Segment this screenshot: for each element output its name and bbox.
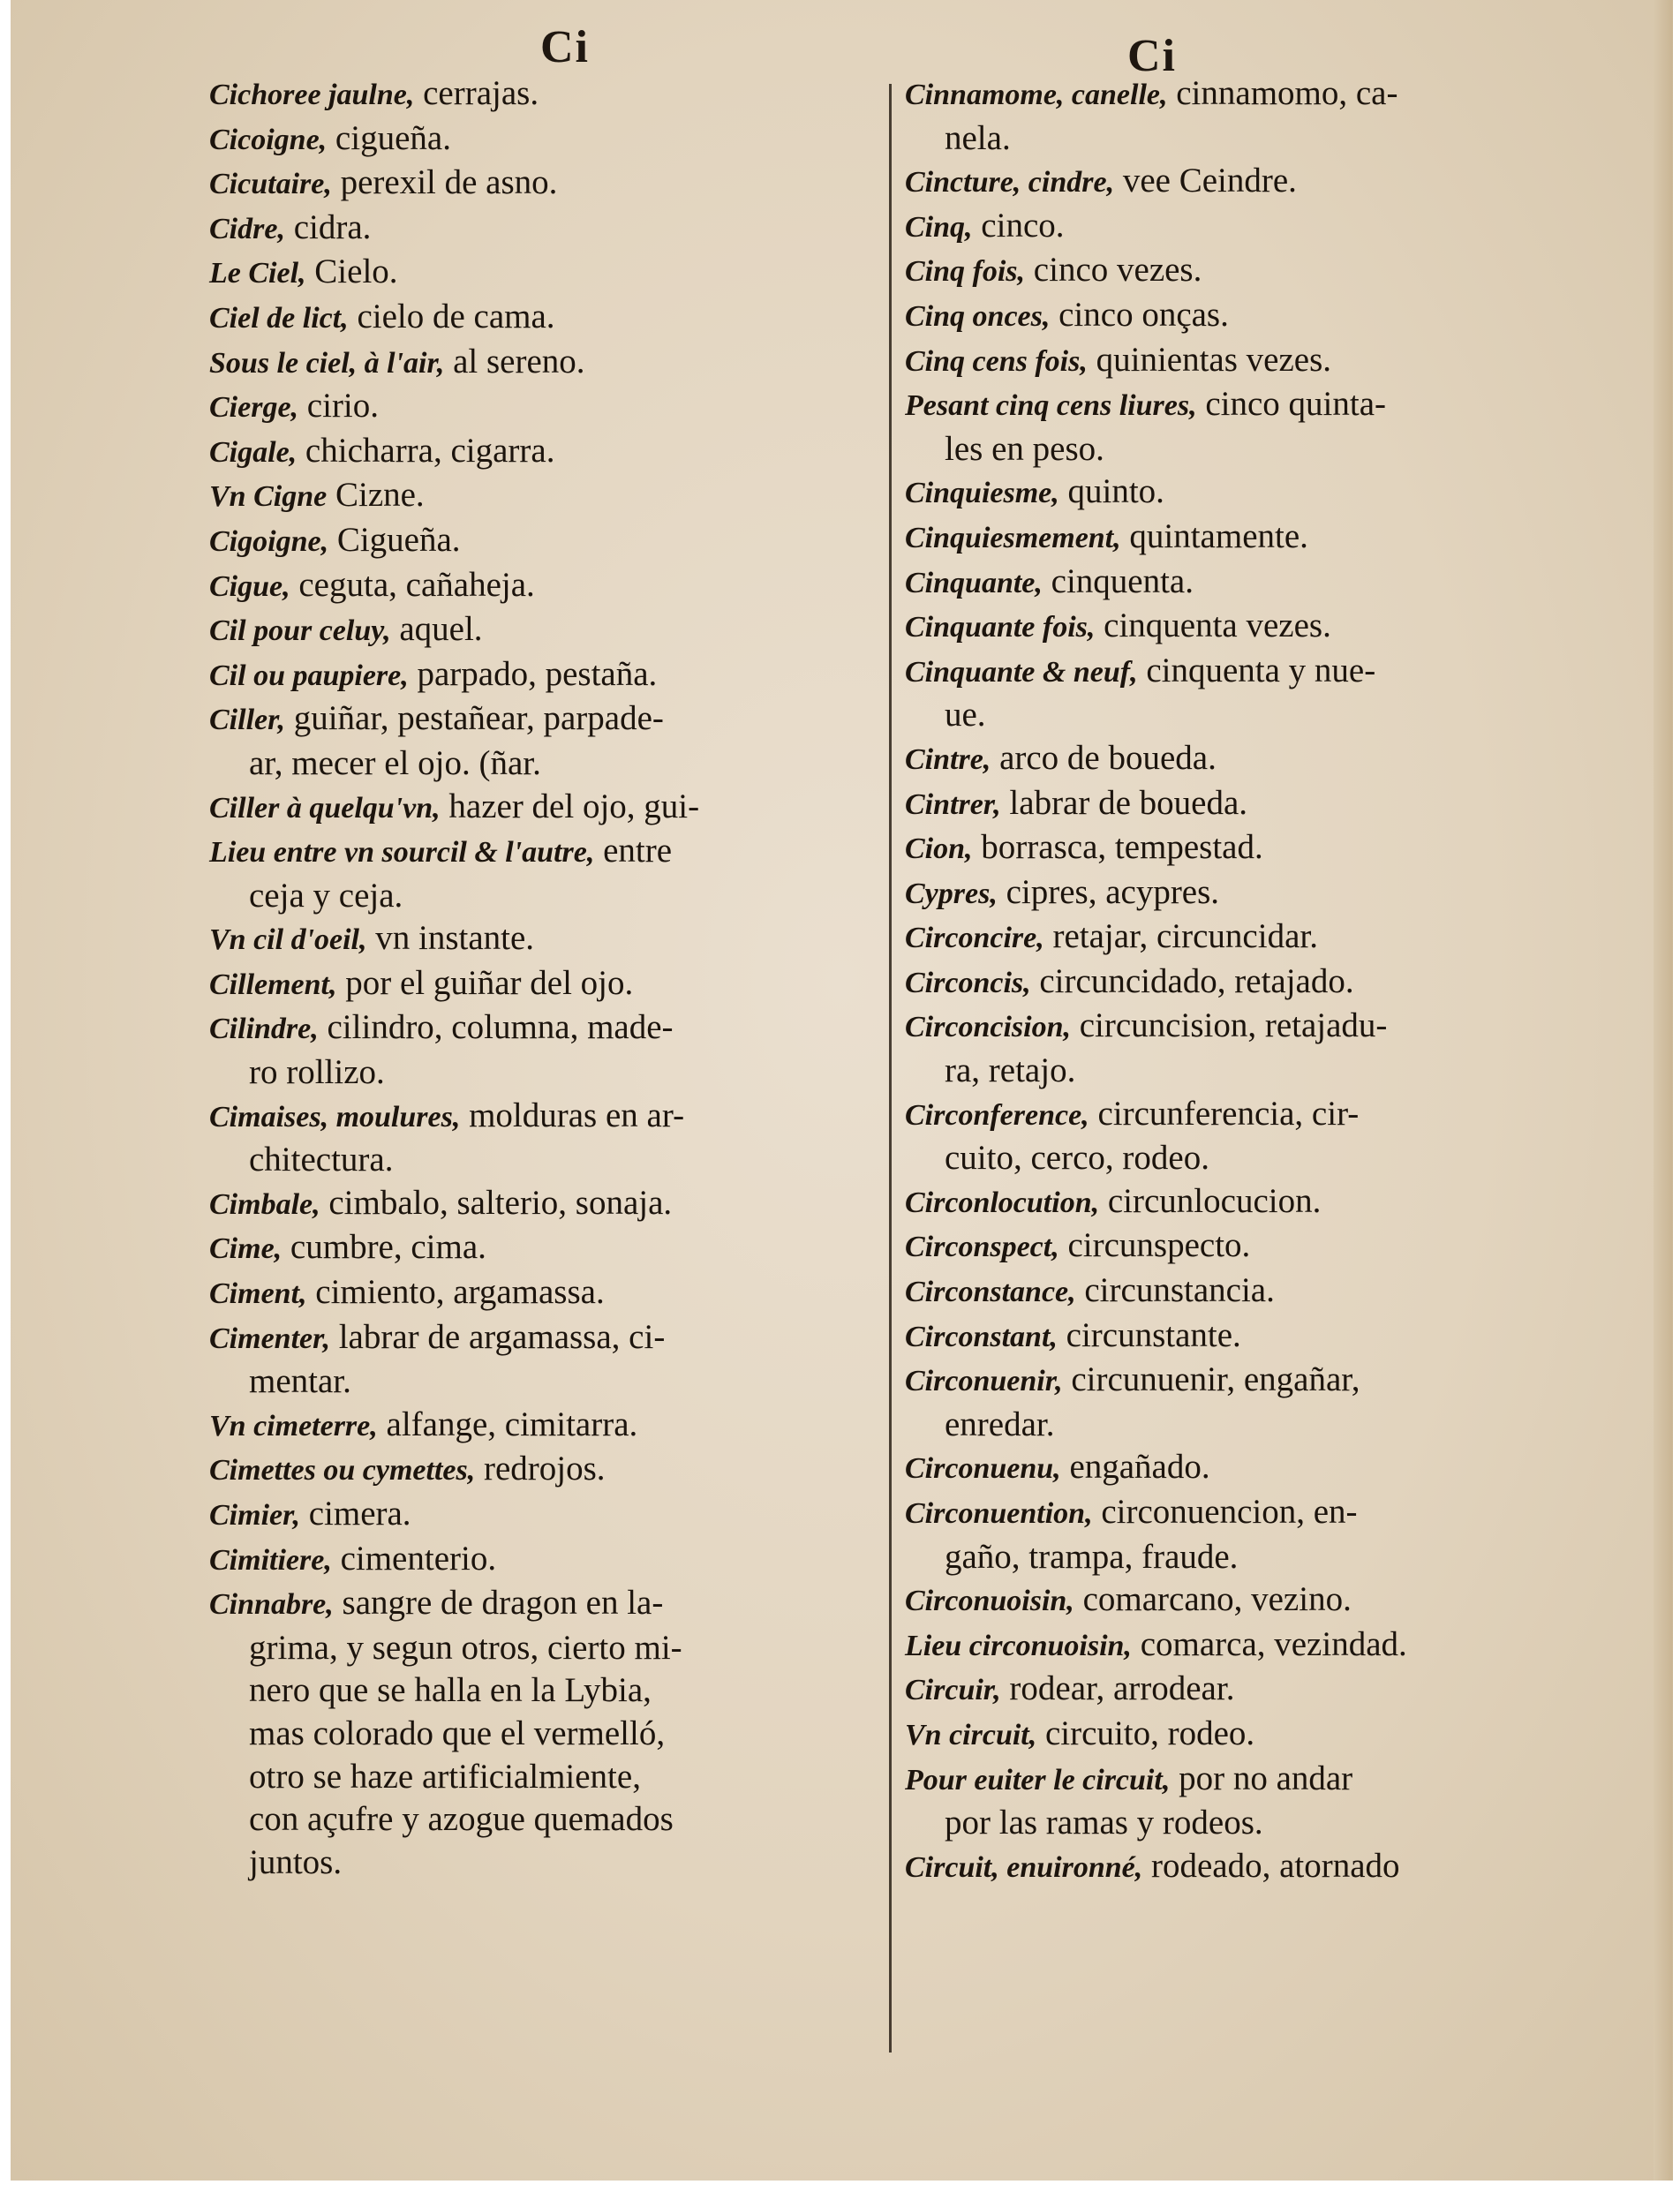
headword: Cillement, (209, 968, 337, 1001)
gloss: por el guiñar del ojo. (336, 963, 634, 1002)
dictionary-entry (889, 1404, 1560, 1447)
dictionary-entry (209, 296, 889, 341)
gloss: cimenterio. (331, 1539, 497, 1578)
gloss: quintamente. (1120, 516, 1308, 555)
dictionary-entry (209, 474, 889, 519)
gloss-continuation: les en peso. (945, 429, 1104, 468)
dictionary-entry (209, 1316, 889, 1361)
dictionary-entry (889, 160, 1560, 205)
headword: Cil ou paupiere, (209, 659, 409, 692)
dictionary-entry (209, 1538, 889, 1583)
gloss-continuation: ue. (945, 696, 986, 734)
dictionary-entry (889, 1446, 1560, 1491)
headword: Vn Cigne (209, 480, 328, 514)
dictionary-entry (209, 251, 889, 296)
headword: Ciment, (209, 1277, 307, 1311)
headword: Cincture, cindre, (905, 166, 1115, 200)
gloss: chicharra, cigarra. (297, 431, 555, 470)
dictionary-entry (209, 1404, 889, 1449)
headword: Cintrer, (905, 787, 1001, 821)
gloss: cinco quinta- (1196, 385, 1387, 424)
headword: Cimbale, (209, 1187, 320, 1221)
dictionary-entry (209, 962, 889, 1007)
dictionary-entry (889, 1269, 1560, 1314)
dictionary-entry (889, 1578, 1560, 1623)
dictionary-entry (889, 294, 1560, 339)
headword: Circonuenu, (905, 1452, 1061, 1486)
gloss: cerrajas. (414, 74, 539, 112)
headword: Pour euiter le circuit, (905, 1763, 1171, 1796)
gloss: circuncidado, retajado. (1030, 961, 1354, 1000)
gloss: ceguta, cañaheja. (290, 565, 535, 604)
dictionary-entry (889, 782, 1560, 827)
headword: Circonuoisin, (905, 1585, 1074, 1618)
gloss: redrojos. (475, 1450, 606, 1488)
headword: Cicoigne, (209, 123, 328, 156)
headword: Cinquante, (905, 566, 1043, 599)
dictionary-entry (889, 1491, 1560, 1536)
dictionary-entry (209, 385, 889, 430)
gloss-continuation: ar, mecer el ojo. (ñar. (249, 743, 541, 782)
dictionary-entry (889, 826, 1560, 871)
dictionary-entry (209, 207, 889, 252)
gloss: entre (594, 832, 673, 870)
dictionary-entry (209, 1669, 889, 1713)
dictionary-entry (889, 1359, 1560, 1404)
gloss: perexil de asno. (331, 163, 558, 202)
gloss: cinco onças. (1050, 295, 1229, 334)
dictionary-entry (889, 249, 1560, 294)
headword: Cypres, (905, 877, 998, 910)
dictionary-entry (889, 1050, 1560, 1093)
gloss-continuation: ceja y ceja. (249, 876, 403, 915)
gloss: Cizne. (327, 476, 425, 515)
gloss: cinquenta. (1042, 561, 1194, 600)
gloss-continuation: enredar. (945, 1405, 1055, 1443)
gloss: cimbalo, salterio, sonaja. (320, 1183, 673, 1222)
dictionary-entry (889, 650, 1560, 695)
gloss: quinto. (1058, 472, 1164, 511)
headword: Circonuention, (905, 1497, 1093, 1530)
headword: Le Ciel, (209, 257, 306, 290)
headword: Circonlocution, (905, 1186, 1100, 1219)
left-column (209, 72, 889, 1884)
gloss: cinco. (972, 206, 1065, 245)
dictionary-entry (209, 653, 889, 698)
right-column (889, 72, 1560, 1889)
headword: Cimaises, moulures, (209, 1100, 461, 1134)
dictionary-entry (209, 1713, 889, 1756)
gloss-continuation: nero que se halla en la Lybia, (249, 1671, 652, 1710)
dictionary-entry (209, 1842, 889, 1885)
gloss: rodeado, atornado (1142, 1846, 1400, 1885)
dictionary-entry (209, 1448, 889, 1493)
dictionary-entry (889, 1224, 1560, 1269)
dictionary-entry (889, 561, 1560, 606)
dictionary-entry (889, 1180, 1560, 1225)
gloss: circunlocucion. (1099, 1181, 1322, 1220)
gloss: al sereno. (444, 342, 585, 380)
headword: Cigale, (209, 435, 298, 469)
gloss: cielo de cama. (348, 297, 555, 335)
gloss: engañado. (1060, 1448, 1210, 1487)
dictionary-entry (209, 875, 889, 918)
gloss-continuation: mas colorado que el vermelló, (249, 1714, 666, 1752)
gloss-continuation: grima, y segun otros, cierto mi- (249, 1628, 682, 1667)
dictionary-entry (209, 1182, 889, 1227)
headword: Circoncision, (905, 1011, 1071, 1044)
dictionary-entry (889, 205, 1560, 250)
dictionary-entry (209, 564, 889, 609)
dictionary-entry (889, 1802, 1560, 1845)
dictionary-entry (209, 742, 889, 786)
gloss-continuation: ro rollizo. (249, 1053, 385, 1092)
dictionary-entry (209, 1006, 889, 1051)
headword: Ciller à quelqu'vn, (209, 791, 441, 825)
headword: Cinq, (905, 210, 973, 244)
headword: Cidre, (209, 212, 285, 245)
gloss: Cielo. (305, 252, 398, 291)
gloss-continuation: ra, retajo. (945, 1051, 1076, 1090)
gloss: circunuenir, engañar, (1062, 1360, 1360, 1399)
headword: Circoncis, (905, 966, 1031, 999)
headword: Cigoigne, (209, 524, 329, 558)
dictionary-entry (889, 1137, 1560, 1180)
headword: Cinquante fois, (905, 611, 1096, 644)
dictionary-entry (209, 430, 889, 475)
headword: Cil pour celuy, (209, 614, 391, 648)
dictionary-entry (889, 1713, 1560, 1758)
right-running-header: Ci (1127, 31, 1177, 81)
dictionary-entry (209, 72, 889, 117)
gloss: cirio. (298, 387, 380, 426)
dictionary-entry (209, 1271, 889, 1316)
dictionary-entry (209, 162, 889, 207)
headword: Circuit, enuironné, (905, 1850, 1143, 1884)
gloss-continuation: por las ramas y rodeos. (945, 1804, 1263, 1842)
gloss: borrasca, tempestad. (972, 828, 1263, 867)
dictionary-entry (889, 428, 1560, 471)
headword: Vn cimeterre, (209, 1409, 378, 1442)
dictionary-entry (209, 1226, 889, 1271)
gloss: circuncision, retajadu- (1070, 1006, 1388, 1045)
gloss-continuation: nela. (945, 118, 1011, 157)
gloss: circunferencia, cir- (1089, 1094, 1360, 1133)
gloss: cumbre, cima. (282, 1228, 486, 1267)
gloss: circunstante. (1057, 1315, 1241, 1354)
gloss: sangre de dragon en la- (333, 1584, 664, 1623)
gloss: circunspecto. (1058, 1226, 1251, 1265)
gloss: cigueña. (327, 118, 451, 157)
gloss: molduras en ar- (460, 1096, 685, 1134)
headword: Circonference, (905, 1098, 1089, 1132)
dictionary-entry (209, 1582, 889, 1627)
headword: Cierge, (209, 391, 299, 425)
dictionary-entry (209, 1051, 889, 1095)
headword: Circonuenir, (905, 1365, 1063, 1398)
gloss: rodear, arrodear. (1000, 1669, 1235, 1708)
gloss: cipres, acypres. (997, 872, 1220, 911)
gloss: comarcano, vezino. (1074, 1580, 1352, 1619)
dictionary-entry (889, 915, 1560, 960)
gloss: alfange, cimitarra. (377, 1405, 638, 1443)
dictionary-entry (209, 1139, 889, 1182)
dictionary-entry (209, 917, 889, 962)
gloss: cinquenta y nue- (1137, 651, 1376, 689)
dictionary-entry (209, 1756, 889, 1799)
dictionary-entry (209, 1360, 889, 1404)
headword: Cion, (905, 832, 973, 866)
gloss: por no andar (1170, 1759, 1353, 1797)
dictionary-entry (889, 1623, 1560, 1668)
headword: Cichoree jaulne, (209, 79, 415, 111)
dictionary-entry (209, 786, 889, 831)
gloss-continuation: gaño, trampa, fraude. (945, 1537, 1239, 1576)
headword: Lieu entre vn sourcil & l'autre, (209, 836, 595, 870)
headword: Cimier, (209, 1499, 300, 1532)
gloss: guiñar, pestañear, parpade- (284, 699, 664, 738)
headword: Cimettes ou cymettes, (209, 1454, 476, 1488)
headword: Sous le ciel, à l'air, (209, 346, 445, 380)
dictionary-entry (209, 1627, 889, 1670)
headword: Cinq cens fois, (905, 344, 1088, 378)
headword: Circoncire, (905, 922, 1044, 955)
headword: Pesant cinq cens liures, (905, 389, 1197, 423)
headword: Cigue, (209, 569, 290, 603)
headword: Circonstant, (905, 1320, 1058, 1353)
headword: Ciller, (209, 704, 285, 737)
dictionary-entry (889, 1845, 1560, 1890)
gloss: circunstancia. (1075, 1271, 1275, 1310)
gloss: aquel. (390, 610, 483, 649)
gloss: cimiento, argamassa. (306, 1273, 605, 1312)
dictionary-entry (209, 1493, 889, 1538)
gloss-continuation: chitectura. (249, 1141, 394, 1179)
headword: Cinq fois, (905, 255, 1026, 289)
gloss: parpado, pestaña. (408, 654, 658, 693)
dictionary-entry (889, 1536, 1560, 1579)
gloss: quinientas vezes. (1087, 340, 1332, 379)
dictionary-entry (209, 519, 889, 564)
dictionary-entry (889, 737, 1560, 782)
gloss: cinquenta vezes. (1095, 606, 1331, 645)
gloss: Cigueña. (328, 520, 461, 559)
dictionary-entry (889, 960, 1560, 1006)
headword: Circuir, (905, 1674, 1001, 1707)
gloss: arco de boueda. (991, 738, 1217, 777)
headword: Vn circuit, (905, 1718, 1037, 1751)
headword: Cinnabre, (209, 1588, 334, 1622)
headword: Lieu circonuoisin, (905, 1629, 1132, 1662)
gloss: hazer del ojo, gui- (440, 787, 700, 825)
gloss: cidra. (284, 207, 372, 246)
headword: Cicutaire, (209, 168, 332, 201)
dictionary-entry (889, 1093, 1560, 1138)
gloss-continuation: mentar. (249, 1362, 351, 1401)
dictionary-entry (209, 830, 889, 875)
gloss: cimera. (299, 1495, 411, 1533)
left-running-header: Ci (540, 22, 590, 72)
headword: Ciel de lict, (209, 301, 349, 335)
headword: Cime, (209, 1232, 283, 1266)
gloss: vee Ceindre. (1114, 162, 1297, 200)
dictionary-entry (889, 117, 1560, 161)
dictionary-entry (889, 383, 1560, 428)
headword: Cinnamome, canelle, (905, 79, 1168, 111)
dictionary-entry (209, 1095, 889, 1140)
dictionary-entry (209, 117, 889, 162)
gloss-continuation: cuito, cerco, rodeo. (945, 1139, 1209, 1178)
headword: Cilindre, (209, 1013, 319, 1046)
gloss: retajar, circuncidar. (1043, 917, 1318, 956)
dictionary-entry (209, 341, 889, 386)
headword: Vn cil d'oeil, (209, 923, 367, 957)
gloss: comarca, vezindad. (1131, 1624, 1407, 1663)
dictionary-entry (889, 871, 1560, 916)
gloss: circuito, rodeo. (1036, 1714, 1255, 1752)
gloss: cilindro, columna, made- (318, 1008, 674, 1047)
gloss-continuation: con açufre y azogue quemados (249, 1800, 674, 1839)
gloss: cinco vezes. (1025, 251, 1202, 290)
dictionary-entry (209, 1798, 889, 1842)
gloss: circonuencion, en- (1092, 1493, 1358, 1531)
gloss: labrar de boueda. (1000, 783, 1248, 822)
headword: Cintre, (905, 742, 991, 776)
dictionary-entry (889, 72, 1560, 117)
dictionary-entry (209, 608, 889, 653)
dictionary-entry (889, 1005, 1560, 1050)
gloss-continuation: juntos. (249, 1842, 343, 1881)
dictionary-entry (889, 1758, 1560, 1803)
headword: Circonstance, (905, 1276, 1076, 1309)
headword: Cimenter, (209, 1322, 330, 1355)
dictionary-entry (889, 516, 1560, 561)
dictionary-entry (889, 1314, 1560, 1360)
headword: Circonspect, (905, 1231, 1059, 1264)
dictionary-entry (889, 694, 1560, 737)
headword: Cinquante & neuf, (905, 655, 1138, 689)
dictionary-entry (889, 605, 1560, 650)
dictionary-entry (889, 471, 1560, 516)
gloss: labrar de argamassa, ci- (329, 1317, 666, 1356)
dictionary-entry (889, 339, 1560, 384)
dictionary-entry (209, 697, 889, 742)
gloss: vn instante. (366, 919, 535, 958)
headword: Cimitiere, (209, 1543, 332, 1577)
dictionary-entry (889, 1668, 1560, 1713)
gloss-continuation: otro se haze artificialmiente, (249, 1757, 641, 1796)
page-edge (1654, 0, 1673, 2181)
gloss: cinnamomo, ca- (1167, 74, 1398, 112)
headword: Cinquiesme, (905, 477, 1059, 510)
dictionary-page (11, 0, 1673, 2181)
headword: Cinq onces, (905, 299, 1051, 333)
headword: Cinquiesmement, (905, 521, 1121, 554)
